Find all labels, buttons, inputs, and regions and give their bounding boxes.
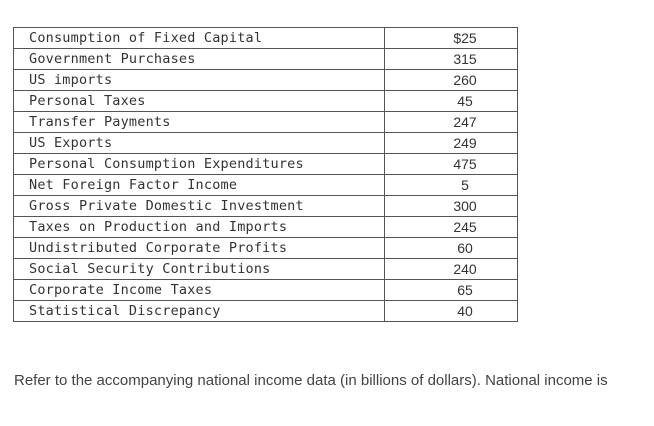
row-label: Personal Taxes — [14, 91, 385, 112]
table-row — [14, 154, 518, 175]
row-value: 300 — [385, 196, 518, 217]
table-row — [14, 91, 518, 112]
row-label: Corporate Income Taxes — [14, 280, 385, 301]
row-label: Net Foreign Factor Income — [14, 175, 385, 196]
table-row — [14, 49, 518, 70]
table-row — [14, 196, 518, 217]
question-text: Refer to the accompanying national income data (in billions of dollars). National income is — [14, 372, 608, 389]
table-row — [14, 238, 518, 259]
table-row — [14, 301, 518, 322]
table-body — [14, 28, 518, 322]
table-row — [14, 217, 518, 238]
row-value: 5 — [385, 175, 518, 196]
row-label: Taxes on Production and Imports — [14, 217, 385, 238]
table-row — [14, 280, 518, 301]
row-value: 315 — [385, 49, 518, 70]
row-value: 249 — [385, 133, 518, 154]
table-row — [14, 133, 518, 154]
row-label: Government Purchases — [14, 49, 385, 70]
table-row — [14, 70, 518, 91]
row-label: Gross Private Domestic Investment — [14, 196, 385, 217]
row-value: 60 — [385, 238, 518, 259]
row-label: Consumption of Fixed Capital — [14, 28, 385, 49]
table-row — [14, 28, 518, 49]
row-value: 45 — [385, 91, 518, 112]
row-label: Social Security Contributions — [14, 259, 385, 280]
row-value: 247 — [385, 112, 518, 133]
row-value: 65 — [385, 280, 518, 301]
row-value: 40 — [385, 301, 518, 322]
national-income-table — [13, 27, 518, 322]
row-value: 260 — [385, 70, 518, 91]
row-label: US imports — [14, 70, 385, 91]
table-row — [14, 175, 518, 196]
row-value: $25 — [385, 28, 518, 49]
table-row — [14, 112, 518, 133]
row-value: 245 — [385, 217, 518, 238]
table-row — [14, 259, 518, 280]
row-label: Transfer Payments — [14, 112, 385, 133]
row-label: Undistributed Corporate Profits — [14, 238, 385, 259]
row-value: 240 — [385, 259, 518, 280]
row-label: Personal Consumption Expenditures — [14, 154, 385, 175]
row-value: 475 — [385, 154, 518, 175]
row-label: US Exports — [14, 133, 385, 154]
row-label: Statistical Discrepancy — [14, 301, 385, 322]
